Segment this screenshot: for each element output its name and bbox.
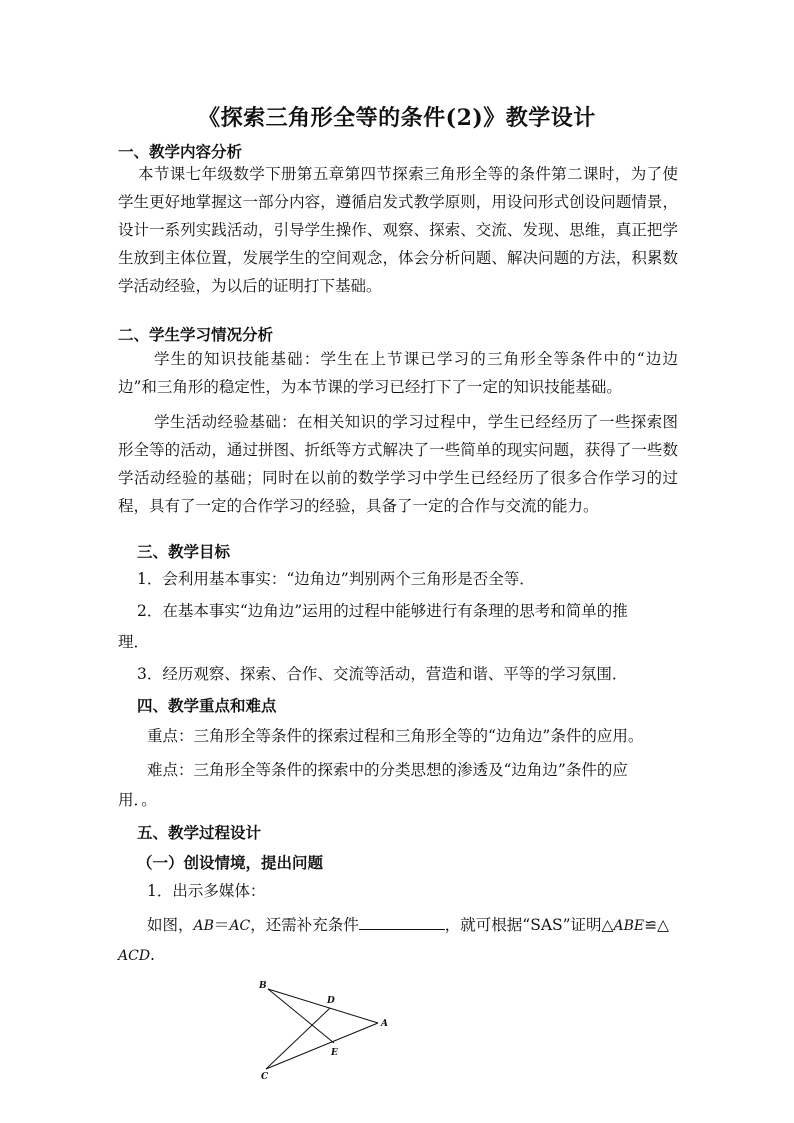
section-2-paragraph-1: 学生的知识技能基础：学生在上节课已学习的三角形全等条件中的“边边边”和三角形的稳定性，为本节课的学习已经打下了一定的知识技能基础。: [118, 350, 678, 396]
section-2-heading: 二、学生学习情况分析: [118, 326, 274, 344]
section-3-heading: 三、教学目标: [137, 543, 231, 561]
goal-1: 1．会利用基本事实：“边角边”判别两个三角形是否全等．: [137, 570, 535, 588]
goal-3: 3．经历观察、探索、合作、交流等活动，营造和谐、平等的学习氛围．: [137, 665, 628, 683]
section-4-heading: 四、教学重点和难点: [137, 697, 277, 715]
answer-blank: [359, 915, 445, 930]
segment-b-e: [268, 989, 334, 1043]
segment-c-a: [266, 1023, 378, 1069]
segment-ac: AC: [229, 918, 251, 934]
subsection-1-heading: （一）创设情境，提出问题: [137, 854, 324, 872]
equals-sign: ＝: [213, 916, 230, 934]
question-line-1: [147, 911, 669, 940]
geometry-figure: [250, 975, 400, 1085]
label-e: E: [331, 1048, 338, 1058]
question-post: ，就可根据“SAS”证明△: [444, 916, 614, 934]
section-5-heading: 五、教学过程设计: [137, 824, 262, 842]
section-2-paragraph-2: 学生活动经验基础：在相关知识的学习过程中，学生已经经历了一些探索图形全等的活动，通过拼图、折纸等方式解决了一些简单的现实问题，获得了一些数学活动经验的基础；同时在以前的数学学习中学生已经经历了很多合作学习的过程，具有了一定的合作学习的经验，具备了一定的合作与交流的能力。: [118, 413, 678, 515]
segment-ab: AB: [193, 918, 214, 934]
triangle-acd: ACD: [118, 948, 151, 964]
question-prefix: 如图，: [147, 916, 194, 934]
difficult-point-line-1: 难点：三角形全等条件的探索中的分类思想的渗透及“边角边”条件的应: [147, 761, 628, 779]
goal-2-line-1: 2．在基本事实“边角边”运用的过程中能够进行有条理的思考和简单的推: [137, 602, 628, 620]
label-c: C: [261, 1072, 269, 1082]
label-b: B: [259, 981, 267, 991]
label-a: A: [381, 1019, 388, 1029]
question-end: .: [150, 946, 155, 964]
segment-b-a: [268, 989, 378, 1023]
question-middle: ，还需补充条件: [250, 916, 359, 934]
section-1-heading: 一、教学内容分析: [118, 143, 243, 161]
segment-c-d: [266, 1008, 330, 1069]
triangle-abe: ABE: [613, 918, 645, 934]
document-title: 《探索三角形全等的条件(2)》教学设计: [198, 105, 596, 131]
congruent-sign: ≌△: [644, 916, 670, 934]
goal-2-line-2: 理．: [118, 633, 150, 651]
section-1-body: 本节课七年级数学下册第五章第四节探索三角形全等的条件第二课时，为了使学生更好地掌握这一部分内容，遵循启发式教学原则，用设问形式创设问题情景，设计一系列实践活动，引导学生操作、观察、探索、交流、发现、思维，真正把学生放到主体位置，发展学生的空间观念，体会分析问题、解决问题的方法，积累数学活动经验，为以后的证明打下基础。: [118, 165, 678, 295]
difficult-point-line-2: 用．。: [118, 791, 157, 809]
item-1: 1．出示多媒体：: [147, 882, 266, 900]
key-point: 重点：三角形全等条件的探索过程和三角形全等的“边角边”条件的应用。: [147, 727, 644, 745]
label-d: D: [327, 996, 335, 1006]
question-line-2: [118, 941, 155, 970]
